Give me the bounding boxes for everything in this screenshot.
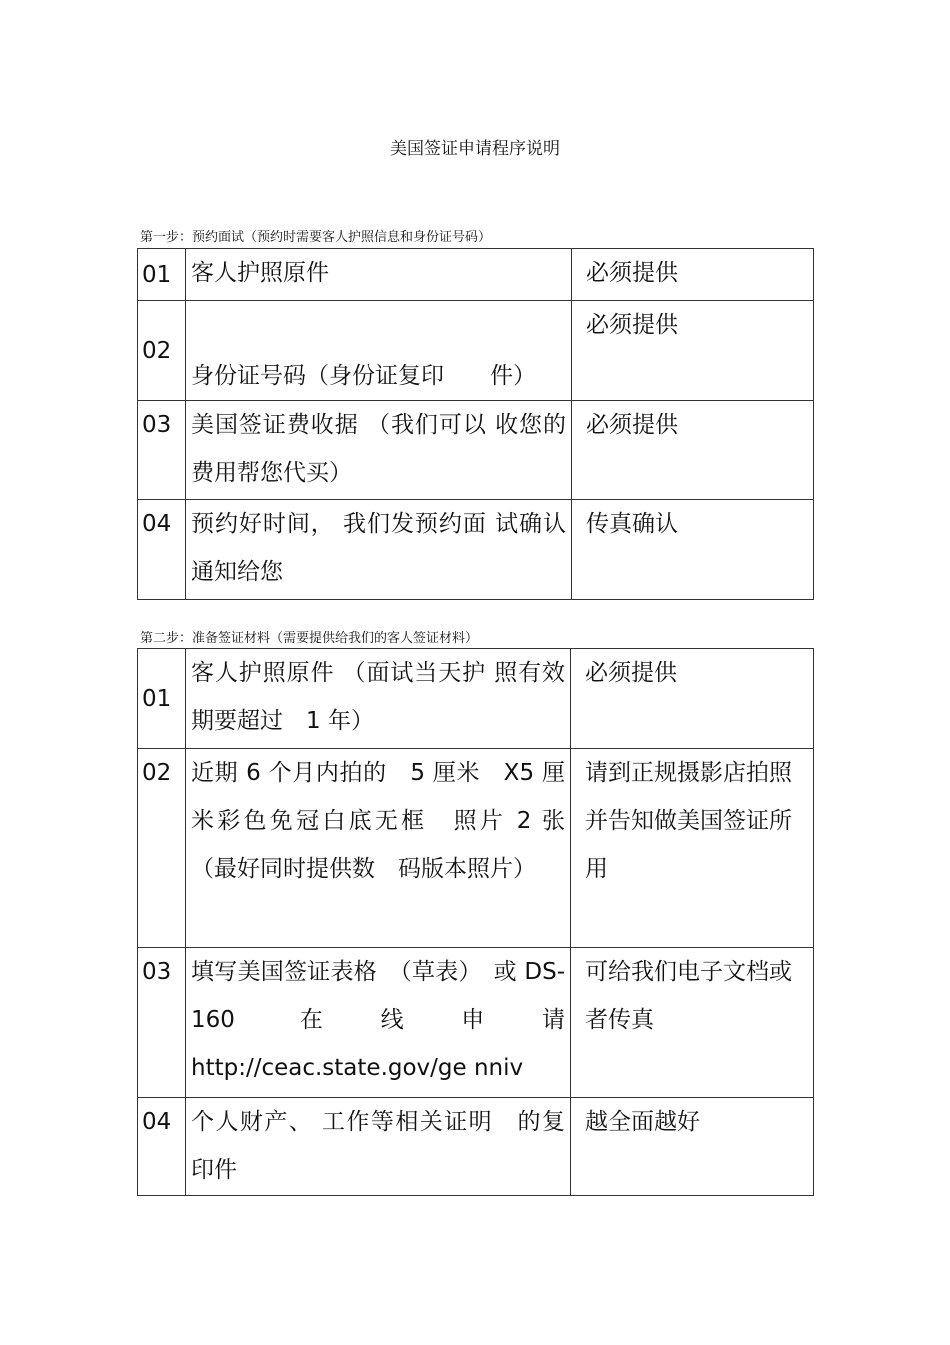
row-requirement: 必须提供 (572, 401, 814, 500)
row-description: 预约好时间， 我们发预约面 试确认通知给您 (186, 500, 572, 600)
row-description: 客人护照原件 （面试当天护 照有效期要超过 1 年） (186, 649, 571, 749)
row-number: 01 (138, 249, 186, 301)
step1-caption: 第一步：预约面试（预约时需要客人护照信息和身份证号码） (140, 230, 492, 245)
row-requirement: 必须提供 (572, 249, 814, 301)
table-row (138, 649, 814, 749)
row-requirement: 请到正规摄影店拍照并告知做美国签证所用 (571, 749, 814, 948)
step1-table (137, 248, 814, 600)
table-row (138, 948, 814, 1098)
table-row (138, 500, 814, 600)
row-description: 美国签证费收据 （我们可以 收您的费用帮您代买） (186, 401, 572, 500)
table-row (138, 1098, 814, 1196)
row-description: 近期 6 个月内拍的 5 厘米 X5 厘米彩色免冠白底无框 照片 2 张（最好同时提供数 码版本照片） (186, 749, 571, 948)
page-title: 美国签证申请程序说明 (390, 139, 560, 159)
row-requirement: 必须提供 (572, 301, 814, 401)
table-row (138, 249, 814, 301)
row-description: 填写美国签证表格 （草表） 或 DS-160 在线申请 http://ceac.state.gov/ge nniv (186, 948, 571, 1098)
row-requirement: 可给我们电子文档或者传真 (571, 948, 814, 1098)
row-description: 身份证号码（身份证复印 件） (186, 301, 572, 401)
step2-caption: 第二步：准备签证材料（需要提供给我们的客人签证材料） (140, 631, 479, 646)
table-row (138, 301, 814, 401)
row-number: 02 (138, 301, 186, 401)
row-description: 客人护照原件 (186, 249, 572, 301)
step2-table (137, 648, 814, 1196)
row-number: 02 (138, 749, 186, 948)
row-number: 04 (138, 1098, 186, 1196)
table-row (138, 401, 814, 500)
row-number: 03 (138, 948, 186, 1098)
row-description: 个人财产、 工作等相关证明 的复印件 (186, 1098, 571, 1196)
row-requirement: 必须提供 (571, 649, 814, 749)
row-number: 04 (138, 500, 186, 600)
row-number: 01 (138, 649, 186, 749)
row-number: 03 (138, 401, 186, 500)
row-requirement: 越全面越好 (571, 1098, 814, 1196)
row-requirement: 传真确认 (572, 500, 814, 600)
table-row (138, 749, 814, 948)
